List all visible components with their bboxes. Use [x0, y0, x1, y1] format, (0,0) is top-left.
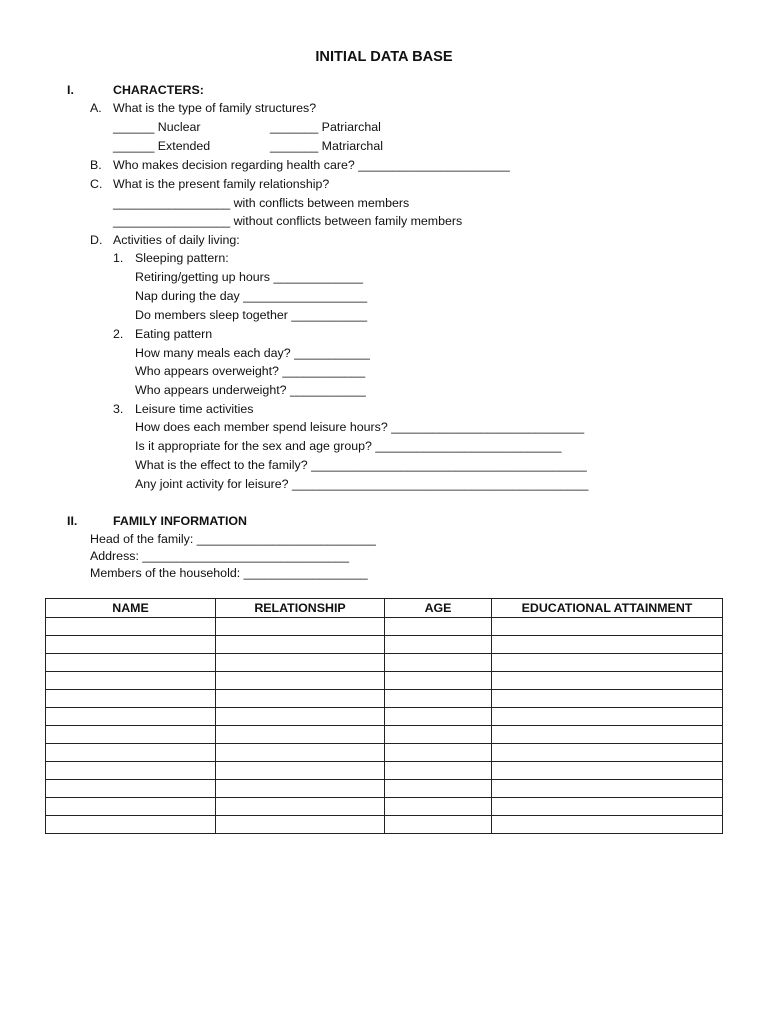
item-b-question[interactable]: Who makes decision regarding health care? ______________________: [113, 158, 510, 172]
table-row: [46, 816, 723, 834]
age-cell[interactable]: [385, 744, 492, 762]
sub2-num: 2.: [113, 327, 124, 341]
education-cell[interactable]: [492, 654, 723, 672]
relationship-cell[interactable]: [216, 726, 385, 744]
relationship-cell[interactable]: [216, 780, 385, 798]
household-members-field[interactable]: Members of the household: __________________: [90, 566, 368, 580]
education-cell[interactable]: [492, 744, 723, 762]
header-age: AGE: [385, 599, 492, 618]
age-cell[interactable]: [385, 816, 492, 834]
item-a-question: What is the type of family structures?: [113, 101, 317, 115]
relationship-cell[interactable]: [216, 798, 385, 816]
sub3-num: 3.: [113, 402, 124, 416]
education-cell[interactable]: [492, 798, 723, 816]
relationship-cell[interactable]: [216, 744, 385, 762]
item-c-letter: C.: [90, 177, 103, 191]
education-cell[interactable]: [492, 780, 723, 798]
address-field[interactable]: Address: ______________________________: [90, 549, 350, 563]
age-cell[interactable]: [385, 654, 492, 672]
item-d-letter: D.: [90, 233, 103, 247]
table-row: [46, 636, 723, 654]
item-b-letter: B.: [90, 158, 102, 172]
table-row: [46, 690, 723, 708]
sleep-together-field[interactable]: Do members sleep together ___________: [135, 308, 368, 322]
education-cell[interactable]: [492, 636, 723, 654]
sub1-heading: Sleeping pattern:: [135, 251, 229, 265]
section1-heading: CHARACTERS:: [113, 83, 204, 97]
item-a-letter: A.: [90, 101, 102, 115]
age-cell[interactable]: [385, 618, 492, 636]
age-cell[interactable]: [385, 690, 492, 708]
name-cell[interactable]: [46, 816, 216, 834]
table-header-row: [46, 599, 723, 618]
relationship-cell[interactable]: [216, 690, 385, 708]
leisure-hours-field[interactable]: How does each member spend leisure hours? ____________________________: [135, 420, 585, 434]
age-cell[interactable]: [385, 798, 492, 816]
name-cell[interactable]: [46, 780, 216, 798]
sub1-num: 1.: [113, 251, 124, 265]
section2-numeral: II.: [67, 514, 78, 528]
education-cell[interactable]: [492, 690, 723, 708]
age-cell[interactable]: [385, 672, 492, 690]
option-patriarchal[interactable]: _______ Patriarchal: [270, 120, 381, 134]
table-row: [46, 798, 723, 816]
overweight-field[interactable]: Who appears overweight? ____________: [135, 364, 366, 378]
page-title: INITIAL DATA BASE: [315, 49, 453, 65]
relationship-cell[interactable]: [216, 816, 385, 834]
joint-activity-field[interactable]: Any joint activity for leisure? ___________________________________________: [135, 477, 589, 491]
age-cell[interactable]: [385, 726, 492, 744]
age-cell[interactable]: [385, 780, 492, 798]
header-educational-attainment: EDUCATIONAL ATTAINMENT: [492, 599, 723, 618]
option-with-conflicts[interactable]: _________________ with conflicts between members: [113, 196, 410, 210]
effect-field[interactable]: What is the effect to the family? ________________________________________: [135, 458, 587, 472]
relationship-cell[interactable]: [216, 618, 385, 636]
name-cell[interactable]: [46, 726, 216, 744]
appropriate-field[interactable]: Is it appropriate for the sex and age group? ___________________________: [135, 439, 562, 453]
name-cell[interactable]: [46, 798, 216, 816]
nap-field[interactable]: Nap during the day __________________: [135, 289, 368, 303]
relationship-cell[interactable]: [216, 654, 385, 672]
section1-numeral: I.: [67, 83, 74, 97]
relationship-cell[interactable]: [216, 762, 385, 780]
name-cell[interactable]: [46, 618, 216, 636]
retiring-hours-field[interactable]: Retiring/getting up hours _____________: [135, 270, 364, 284]
table-row: [46, 762, 723, 780]
table-row: [46, 672, 723, 690]
name-cell[interactable]: [46, 744, 216, 762]
item-d-question: Activities of daily living:: [113, 233, 240, 247]
table-row: [46, 726, 723, 744]
sub2-heading: Eating pattern: [135, 327, 213, 341]
head-of-family-field[interactable]: Head of the family: __________________________: [90, 532, 376, 546]
table-row: [46, 618, 723, 636]
sub3-heading: Leisure time activities: [135, 402, 254, 416]
age-cell[interactable]: [385, 636, 492, 654]
age-cell[interactable]: [385, 762, 492, 780]
section2-heading: FAMILY INFORMATION: [113, 514, 248, 528]
header-name: NAME: [46, 599, 216, 618]
relationship-cell[interactable]: [216, 708, 385, 726]
option-matriarchal[interactable]: _______ Matriarchal: [270, 139, 383, 153]
name-cell[interactable]: [46, 708, 216, 726]
household-table: [45, 598, 723, 834]
age-cell[interactable]: [385, 708, 492, 726]
education-cell[interactable]: [492, 708, 723, 726]
education-cell[interactable]: [492, 762, 723, 780]
education-cell[interactable]: [492, 618, 723, 636]
option-extended[interactable]: ______ Extended: [113, 139, 211, 153]
education-cell[interactable]: [492, 726, 723, 744]
meals-field[interactable]: How many meals each day? ___________: [135, 346, 370, 360]
education-cell[interactable]: [492, 816, 723, 834]
name-cell[interactable]: [46, 672, 216, 690]
table-row: [46, 780, 723, 798]
name-cell[interactable]: [46, 762, 216, 780]
item-c-question: What is the present family relationship?: [113, 177, 330, 191]
name-cell[interactable]: [46, 636, 216, 654]
option-without-conflicts[interactable]: _________________ without conflicts between family members: [113, 214, 463, 228]
name-cell[interactable]: [46, 690, 216, 708]
relationship-cell[interactable]: [216, 672, 385, 690]
option-nuclear[interactable]: ______ Nuclear: [113, 120, 201, 134]
education-cell[interactable]: [492, 672, 723, 690]
relationship-cell[interactable]: [216, 636, 385, 654]
header-relationship: RELATIONSHIP: [216, 599, 385, 618]
table-row: [46, 708, 723, 726]
table-row: [46, 744, 723, 762]
table-row: [46, 654, 723, 672]
name-cell[interactable]: [46, 654, 216, 672]
underweight-field[interactable]: Who appears underweight? ___________: [135, 383, 366, 397]
